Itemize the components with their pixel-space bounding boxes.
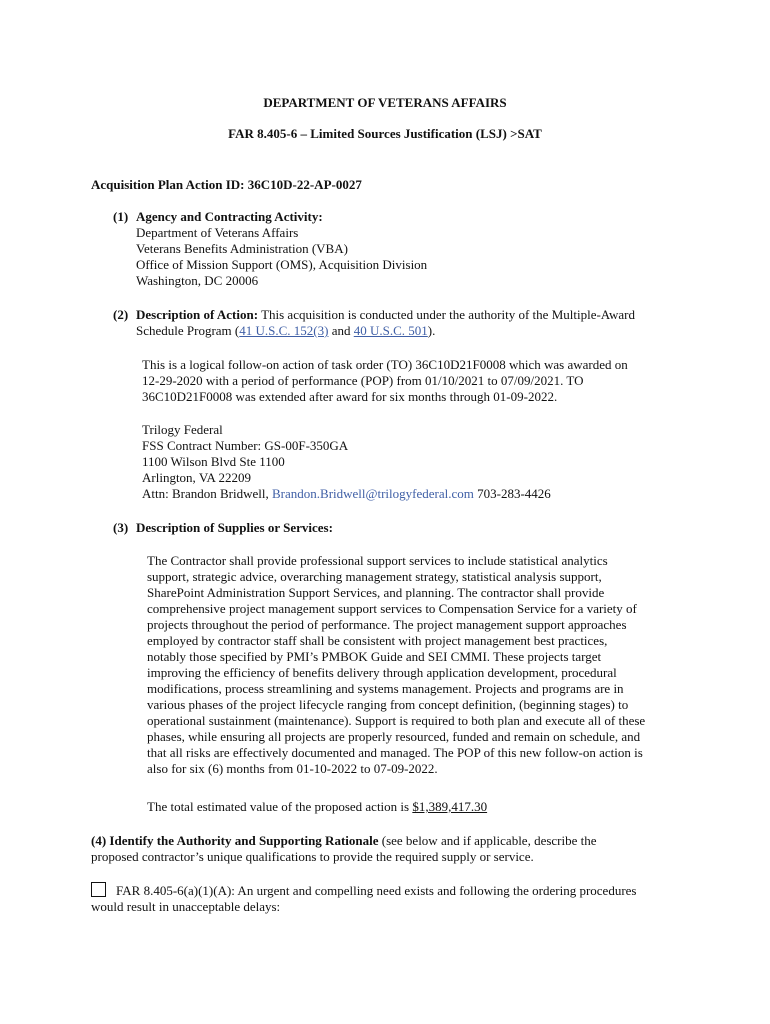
paragraph-line: improving the efficiency of benefits delivery through application development, procedural <box>147 665 617 680</box>
vendor-email-link[interactable]: Brandon.Bridwell@trilogyfederal.com <box>272 486 474 501</box>
vendor-city: Arlington, VA 22209 <box>142 470 251 485</box>
section-4-heading: Identify the Authority and Supporting Rationale <box>109 833 379 848</box>
department-title: DEPARTMENT OF VETERANS AFFAIRS <box>263 95 507 110</box>
acquisition-plan-id: Acquisition Plan Action ID: 36C10D-22-AP-0027 <box>91 177 362 192</box>
agency-line: Washington, DC 20006 <box>136 273 259 288</box>
paragraph-line: SharePoint Administration Support Services, and planning. The contractor shall provide <box>147 585 605 600</box>
section-2-text: ). <box>427 323 436 338</box>
section-4-number: (4) <box>91 833 107 848</box>
paragraph-line: projects throughout the period of performance. The project management support approaches <box>147 617 627 632</box>
vendor-attn: Attn: Brandon Bridwell, <box>142 486 272 501</box>
paragraph-line: The Contractor shall provide professional support services to include statistical analytics <box>147 553 608 568</box>
paragraph-line: 36C10D21F0008 was extended after award for six months through 01-09-2022. <box>142 389 558 404</box>
paragraph-line: operational sustainment (maintenance). Support is required to both plan and execute all of these <box>147 713 646 728</box>
paragraph-line: support, strategic advice, overarching management strategy, statistical analysis support, <box>147 569 602 584</box>
agency-line: Department of Veterans Affairs <box>136 225 299 240</box>
estimated-value-label: The total estimated value of the proposed action is <box>147 799 413 814</box>
usc-41-link[interactable]: 41 U.S.C. 152(3) <box>239 323 329 338</box>
section-2 <box>136 307 635 339</box>
paragraph-line: also for six (6) months from 01-10-2022 to 07-09-2022. <box>147 761 438 776</box>
section-4-text: proposed contractor’s unique qualifications to provide the required supply or service. <box>91 849 534 864</box>
agency-line: Veterans Benefits Administration (VBA) <box>136 241 348 256</box>
vendor-contract: FSS Contract Number: GS-00F-350GA <box>142 438 349 453</box>
paragraph-line: 12-29-2020 with a period of performance (POP) from 01/10/2021 to 07/09/2021. TO <box>142 373 584 388</box>
paragraph-line: notably those specified by PMI’s PMBOK Guide and SEI CMMI. These projects target <box>147 649 602 664</box>
section-3-number: (3) <box>113 520 129 535</box>
urgent-need-checkbox[interactable] <box>91 882 106 897</box>
usc-40-link[interactable]: 40 U.S.C. 501 <box>353 323 428 338</box>
section-2-text: Schedule Program ( <box>136 323 240 338</box>
paragraph-line: that all risks are effectively documented and managed. The POP of this new follow-on action is <box>147 745 643 760</box>
vendor-name: Trilogy Federal <box>142 422 223 437</box>
authority-option-urgent <box>91 882 636 915</box>
checkbox-label: FAR 8.405-6(a)(1)(A): An urgent and compelling need exists and following the ordering procedures <box>116 883 637 898</box>
section-2-heading: Description of Action: <box>136 307 259 322</box>
section-1-number: (1) <box>113 209 129 224</box>
estimated-value <box>147 799 487 815</box>
estimated-value-amount: $1,389,417.30 <box>412 799 488 814</box>
section-1-heading: Agency and Contracting Activity: <box>136 209 323 224</box>
vendor-block <box>142 422 551 502</box>
services-paragraph <box>147 553 645 777</box>
section-2-text: and <box>328 323 354 338</box>
agency-line: Office of Mission Support (OMS), Acquisition Division <box>136 257 428 272</box>
paragraph-line: comprehensive project management support services to Compensation Service for a variety of <box>147 601 637 616</box>
follow-on-paragraph <box>142 357 628 405</box>
vendor-address: 1100 Wilson Blvd Ste 1100 <box>142 454 285 469</box>
paragraph-line: employed by contractor staff shall be consistent with project management best practices, <box>147 633 608 648</box>
section-4-text: (see below and if applicable, describe the <box>378 833 597 848</box>
section-2-number: (2) <box>113 307 129 322</box>
section-4 <box>91 833 597 865</box>
vendor-phone: 703-283-4426 <box>473 486 551 501</box>
section-3-heading: Description of Supplies or Services: <box>136 520 333 535</box>
paragraph-line: modifications, process streamlining and systems management. Projects and programs are in <box>147 681 624 696</box>
section-1 <box>136 209 427 289</box>
paragraph-line: phases, while ensuring all projects are properly resourced, funded and remain on schedule, and <box>147 729 641 744</box>
section-2-text: This acquisition is conducted under the authority of the Multiple-Award <box>261 307 635 322</box>
document-title: FAR 8.405-6 – Limited Sources Justification (LSJ) >SAT <box>228 126 542 141</box>
paragraph-line: various phases of the project lifecycle ranging from concept definition, (beginning stages) to <box>147 697 629 712</box>
paragraph-line: This is a logical follow-on action of task order (TO) 36C10D21F0008 which was awarded on <box>142 357 628 372</box>
checkbox-label: would result in unacceptable delays: <box>91 899 281 914</box>
